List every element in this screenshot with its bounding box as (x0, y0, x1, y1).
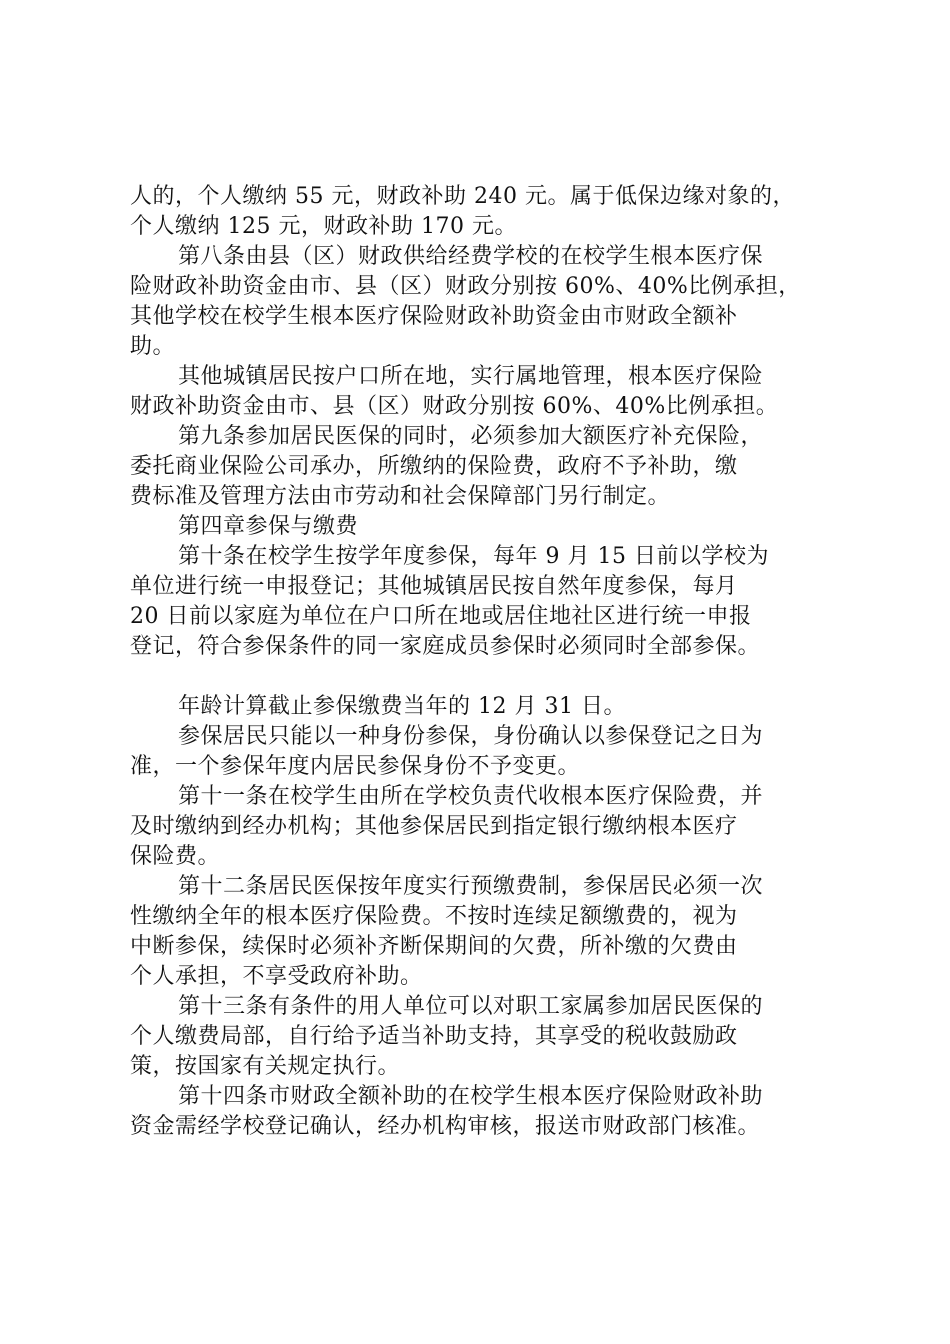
text-line: 资金需经学校登记确认，经办机构审核，报送市财政部门核准。 (130, 1114, 761, 1139)
text-line: 20 日前以家庭为单位在户口所在地或居住地社区进行统一申报 (130, 604, 752, 629)
text-line: 费标准及管理方法由市劳动和社会保障部门另行制定。 (130, 484, 671, 509)
text-line: 准，一个参保年度内居民参保身份不予变更。 (130, 754, 581, 779)
text-line: 个人缴纳 125 元，财政补助 170 元。 (130, 214, 517, 239)
text-line: 年龄计算截止参保缴费当年的 12 月 31 日。 (178, 694, 626, 719)
text-line: 第十一条在校学生由所在学校负责代收根本医疗保险费，并 (178, 784, 764, 809)
text-line: 助。 (130, 334, 176, 359)
text-line: 及时缴纳到经办机构；其他参保居民到指定银行缴纳根本医疗 (130, 814, 738, 839)
text-line: 第十条在校学生按学年度参保，每年 9 月 15 日前以学校为 (178, 544, 769, 569)
text-line: 中断参保，续保时必须补齐断保期间的欠费，所补缴的欠费由 (130, 934, 738, 959)
text-line: 第十四条市财政全额补助的在校学生根本医疗保险财政补助 (178, 1084, 764, 1109)
text-line: 第九条参加居民医保的同时，必须参加大额医疗补充保险， (178, 424, 764, 449)
text-line: 保险费。 (130, 844, 221, 869)
text-line: 登记，符合参保条件的同一家庭成员参保时必须同时全部参保。 (130, 634, 761, 659)
text-line: 第十三条有条件的用人单位可以对职工家属参加居民医保的 (178, 994, 764, 1019)
text-line: 第十二条居民医保按年度实行预缴费制，参保居民必须一次 (178, 874, 764, 899)
text-line: 其他城镇居民按户口所在地，实行属地管理，根本医疗保险 (178, 364, 764, 389)
text-line: 委托商业保险公司承办，所缴纳的保险费，政府不予补助，缴 (130, 454, 738, 479)
chapter-heading: 第四章参保与缴费 (178, 514, 359, 539)
text-line: 个人承担，不享受政府补助。 (130, 964, 423, 989)
text-line: 其他学校在校学生根本医疗保险财政补助资金由市财政全额补 (130, 304, 738, 329)
text-line: 个人缴费局部，自行给予适当补助支持，其享受的税收鼓励政 (130, 1024, 738, 1049)
text-line: 财政补助资金由市、县（区）财政分别按 60%、40%比例承担。 (130, 394, 779, 419)
text-line: 单位进行统一申报登记；其他城镇居民按自然年度参保，每月 (130, 574, 738, 599)
text-line: 策，按国家有关规定执行。 (130, 1054, 401, 1079)
text-line: 参保居民只能以一种身份参保，身份确认以参保登记之日为 (178, 724, 764, 749)
text-line: 第八条由县（区）财政供给经费学校的在校学生根本医疗保 (178, 244, 764, 269)
text-line: 险财政补助资金由市、县（区）财政分别按 60%、40%比例承担， (130, 274, 801, 299)
text-line: 人的，个人缴纳 55 元，财政补助 240 元。属于低保边缘对象的， (130, 184, 795, 209)
text-line: 性缴纳全年的根本医疗保险费。不按时连续足额缴费的，视为 (130, 904, 738, 929)
